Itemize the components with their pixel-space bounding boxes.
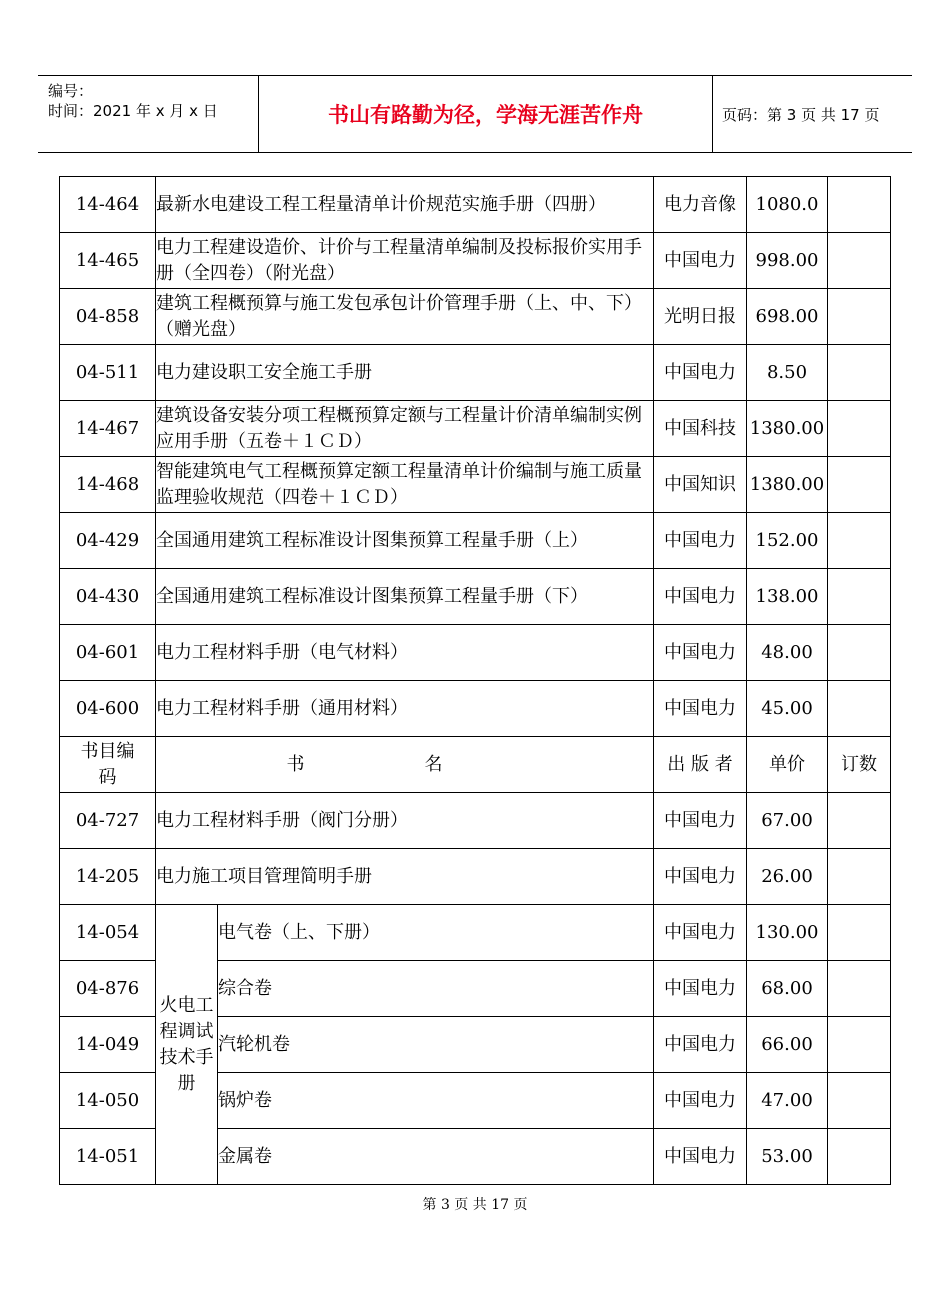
publisher-cell: 中国电力 [654,961,747,1017]
order-qty-cell[interactable] [828,233,891,289]
book-code-cell: 04-876 [60,961,156,1017]
book-title-cell: 锅炉卷 [218,1073,654,1129]
price-cell: 47.00 [747,1073,828,1129]
order-qty-cell[interactable] [828,569,891,625]
book-code-cell: 04-727 [60,793,156,849]
price-cell: 67.00 [747,793,828,849]
book-title-cell: 电力工程材料手册（通用材料） [156,681,654,737]
header-price: 单价 [747,737,828,793]
table-row [60,625,891,681]
book-code-cell: 04-430 [60,569,156,625]
price-cell: 1080.0 [747,177,828,233]
book-code-cell: 04-600 [60,681,156,737]
book-title-cell: 建筑工程概预算与施工发包承包计价管理手册（上、中、下）（赠光盘） [156,289,654,345]
publisher-cell: 中国电力 [654,1017,747,1073]
price-cell: 1380.00 [747,401,828,457]
book-code-cell: 14-054 [60,905,156,961]
book-code-cell: 14-467 [60,401,156,457]
book-code-cell: 14-465 [60,233,156,289]
publisher-cell: 中国电力 [654,513,747,569]
header-page-label: 页码：第 3 页 共 17 页 [722,105,880,124]
book-catalog-table [59,176,891,1185]
header-publisher: 出 版 者 [654,737,747,793]
header-code: 书目编码 [60,737,156,793]
book-title-cell: 电力建设职工安全施工手册 [156,345,654,401]
order-qty-cell[interactable] [828,289,891,345]
order-qty-cell[interactable] [828,681,891,737]
order-qty-cell[interactable] [828,1073,891,1129]
publisher-cell: 中国电力 [654,625,747,681]
price-cell: 53.00 [747,1129,828,1185]
order-qty-cell[interactable] [828,1017,891,1073]
price-cell: 1380.00 [747,457,828,513]
publisher-cell: 中国电力 [654,233,747,289]
book-title-cell: 汽轮机卷 [218,1017,654,1073]
order-qty-cell[interactable] [828,1129,891,1185]
publisher-cell: 中国电力 [654,345,747,401]
header-motto: 书山有路勤为径，学海无涯苦作舟 [258,76,713,152]
table-row [60,849,891,905]
order-qty-cell[interactable] [828,625,891,681]
price-cell: 45.00 [747,681,828,737]
table-row [60,681,891,737]
table-row [60,513,891,569]
publisher-cell: 中国电力 [654,905,747,961]
table-row [60,233,891,289]
book-code-cell: 14-050 [60,1073,156,1129]
book-title-cell: 全国通用建筑工程标准设计图集预算工程量手册（上） [156,513,654,569]
price-cell: 68.00 [747,961,828,1017]
order-qty-cell[interactable] [828,401,891,457]
table-row [60,457,891,513]
publisher-cell: 中国科技 [654,401,747,457]
book-code-cell: 14-464 [60,177,156,233]
price-cell: 998.00 [747,233,828,289]
price-cell: 26.00 [747,849,828,905]
table-row [60,345,891,401]
publisher-cell: 中国电力 [654,681,747,737]
book-code-cell: 04-511 [60,345,156,401]
publisher-cell: 中国电力 [654,793,747,849]
order-qty-cell[interactable] [828,793,891,849]
order-qty-cell[interactable] [828,905,891,961]
table-row [60,401,891,457]
document-time-label: 时间：2021 年 x 月 x 日 [48,102,218,120]
price-cell: 152.00 [747,513,828,569]
book-code-cell: 14-468 [60,457,156,513]
book-title-cell: 最新水电建设工程工程量清单计价规范实施手册（四册） [156,177,654,233]
order-qty-cell[interactable] [828,849,891,905]
publisher-cell: 中国知识 [654,457,747,513]
price-cell: 138.00 [747,569,828,625]
book-code-cell: 04-601 [60,625,156,681]
order-qty-cell[interactable] [828,457,891,513]
price-cell: 48.00 [747,625,828,681]
table-row [60,905,891,961]
publisher-cell: 电力音像 [654,177,747,233]
publisher-cell: 中国电力 [654,849,747,905]
book-code-cell: 14-051 [60,1129,156,1185]
order-qty-cell[interactable] [828,513,891,569]
page-header [38,75,912,153]
book-code-cell: 04-429 [60,513,156,569]
book-code-cell: 04-858 [60,289,156,345]
price-cell: 66.00 [747,1017,828,1073]
book-title-cell: 电力施工项目管理简明手册 [156,849,654,905]
publisher-cell: 光明日报 [654,289,747,345]
order-qty-cell[interactable] [828,345,891,401]
table-row [60,793,891,849]
publisher-cell: 中国电力 [654,1129,747,1185]
book-title-cell: 综合卷 [218,961,654,1017]
book-code-cell: 14-205 [60,849,156,905]
order-qty-cell[interactable] [828,961,891,1017]
header-title [156,737,654,793]
header-title-text: 书名 [286,753,563,775]
price-cell: 8.50 [747,345,828,401]
book-code-cell: 14-049 [60,1017,156,1073]
table-row [60,569,891,625]
group-title-cell: 火电工程调试技术手册 [156,905,218,1185]
page-footer: 第 3 页 共 17 页 [422,1197,528,1213]
book-title-cell: 建筑设备安装分项工程概预算定额与工程量计价清单编制实例应用手册（五卷＋１ＣＤ） [156,401,654,457]
book-title-cell: 智能建筑电气工程概预算定额工程量清单计价编制与施工质量监理验收规范（四卷＋１ＣＤ） [156,457,654,513]
price-cell: 698.00 [747,289,828,345]
book-title-cell: 电力工程材料手册（电气材料） [156,625,654,681]
book-title-cell: 电力工程建设造价、计价与工程量清单编制及投标报价实用手册（全四卷）（附光盘） [156,233,654,289]
publisher-cell: 中国电力 [654,1073,747,1129]
book-title-cell: 全国通用建筑工程标准设计图集预算工程量手册（下） [156,569,654,625]
table-row [60,177,891,233]
publisher-cell: 中国电力 [654,569,747,625]
table-row [60,289,891,345]
book-title-cell: 电力工程材料手册（阀门分册） [156,793,654,849]
header-meta [38,76,258,152]
table-header-row [60,737,891,793]
book-title-cell: 金属卷 [218,1129,654,1185]
book-title-cell: 电气卷（上、下册） [218,905,654,961]
header-order: 订数 [828,737,891,793]
price-cell: 130.00 [747,905,828,961]
order-qty-cell[interactable] [828,177,891,233]
document-number-label: 编号： [48,82,94,100]
